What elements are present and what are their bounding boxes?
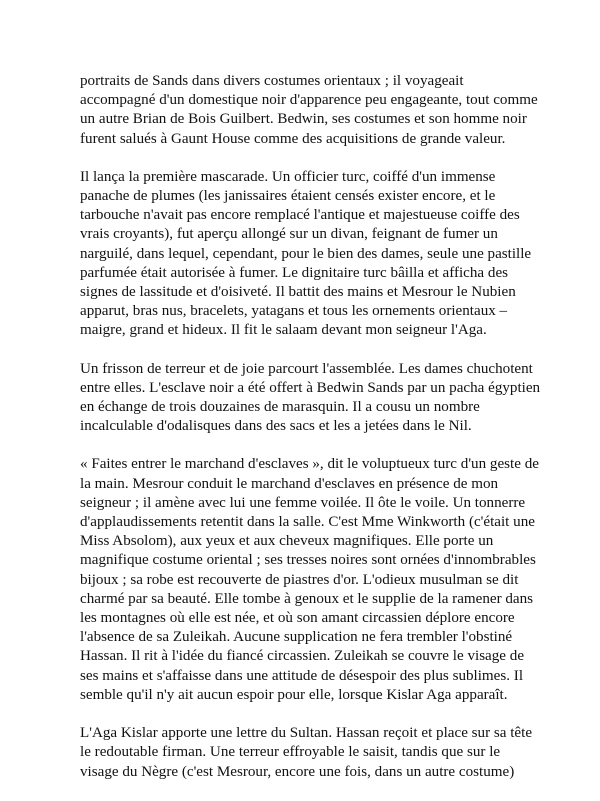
text-line: d'applaudissements retentit dans la salle. C'est Mme Winkworth (c'était une [80, 514, 535, 531]
paragraph-3 [80, 360, 541, 437]
text-line: charmé par sa beauté. Elle tombe à genoux et le supplie de la ramener dans [80, 590, 534, 607]
text-line: furent salués à Gaunt House comme des acquisitions de grande valeur. [80, 130, 506, 147]
text-line: apparut, bras nus, bracelets, yatagans et tous les ornements orientaux – [80, 303, 508, 320]
text-line: visage du Nègre (c'est Mesrour, encore une fois, dans un autre costume) [80, 763, 515, 780]
paragraph-1 [80, 72, 538, 149]
text-line: l'absence de sa Zuleikah. Aucune supplication ne fera trembler l'obstiné [80, 629, 513, 646]
text-line: L'Aga Kislar apporte une lettre du Sultan. Hassan reçoit et place sur sa tête [80, 725, 533, 742]
text-line: portraits de Sands dans divers costumes orientaux ; il voyageait [80, 73, 464, 89]
text-line: Il lança la première mascarade. Un officier turc, coiffé d'un immense [80, 168, 496, 185]
text-line: Hassan. Il rit à l'idée du fiancé circassien. Zuleikah se couvre le visage de [80, 648, 525, 665]
text-line: « Faites entrer le marchand d'esclaves », dit le voluptueux turc d'un geste de [80, 456, 539, 473]
text-line: panache de plumes (les janissaires étaient censés exister encore, et le [80, 188, 496, 205]
text-line: les montagnes où elle est née, et où son amant circassien déplore encore [80, 610, 515, 627]
paragraph-2 [80, 168, 532, 341]
text-line: seigneur ; il amène avec lui une femme voilée. Il ôte le voile. Un tonnerre [80, 494, 526, 511]
text-line: semble qu'il n'y ait aucun espoir pour elle, lorsque Kislar Aga apparaît. [80, 686, 508, 703]
text-line: accompagné d'un domestique noir d'apparence peu engageante, tout comme [80, 92, 538, 109]
text-line: bijoux ; sa robe est recouverte de piastres d'or. L'odieux musulman se dit [80, 571, 519, 588]
text-line: Miss Absolom), aux yeux et aux cheveux magnifiques. Elle porte un [80, 533, 494, 550]
text-line: vrais croyants), fut aperçu allongé sur un divan, feignant de fumer un [80, 226, 498, 243]
paragraph-5 [80, 724, 533, 782]
text-line: signes de lassitude et d'oisiveté. Il battit des mains et Mesrour le Nubien [80, 284, 516, 301]
paragraph-4 [80, 455, 539, 705]
text-line: parfumée était autorisée à fumer. Le dignitaire turc bâilla et afficha des [80, 264, 509, 281]
text-line: un autre Brian de Bois Guilbert. Bedwin, ses costumes et son homme noir [80, 111, 527, 128]
text-line: ses mains et s'affaisse dans une attitude de désespoir des plus sublimes. Il [80, 667, 524, 684]
text-line: magnifique costume oriental ; ses tresses noires sont ornées d'innombrables [80, 552, 536, 569]
text-line: le redoutable firman. Une terreur effroyable le saisit, tandis que sur le [80, 744, 501, 761]
text-line: en échange de trois douzaines de marasquin. Il a cousu un nombre [80, 399, 480, 416]
document-page [80, 72, 541, 801]
text-line: maigre, grand et hideux. Il fit le salaam devant mon seigneur l'Aga. [80, 322, 487, 339]
text-line: tarbouche n'avait pas encore remplacé l'antique et majestueuse coiffe des [80, 207, 520, 224]
text-line: Un frisson de terreur et de joie parcourt l'assemblée. Les dames chuchotent [80, 360, 533, 377]
text-line: narguilé, dans lequel, cependant, pour le bien des dames, seule une pastille [80, 245, 532, 262]
text-line: incalculable d'odalisques dans des sacs et les a jetées dans le Nil. [80, 418, 472, 435]
text-line: entre elles. L'esclave noir a été offert à Bedwin Sands par un pacha égyptien [80, 379, 541, 396]
text-line: la main. Mesrour conduit le marchand d'esclaves en présence de mon [80, 475, 499, 492]
